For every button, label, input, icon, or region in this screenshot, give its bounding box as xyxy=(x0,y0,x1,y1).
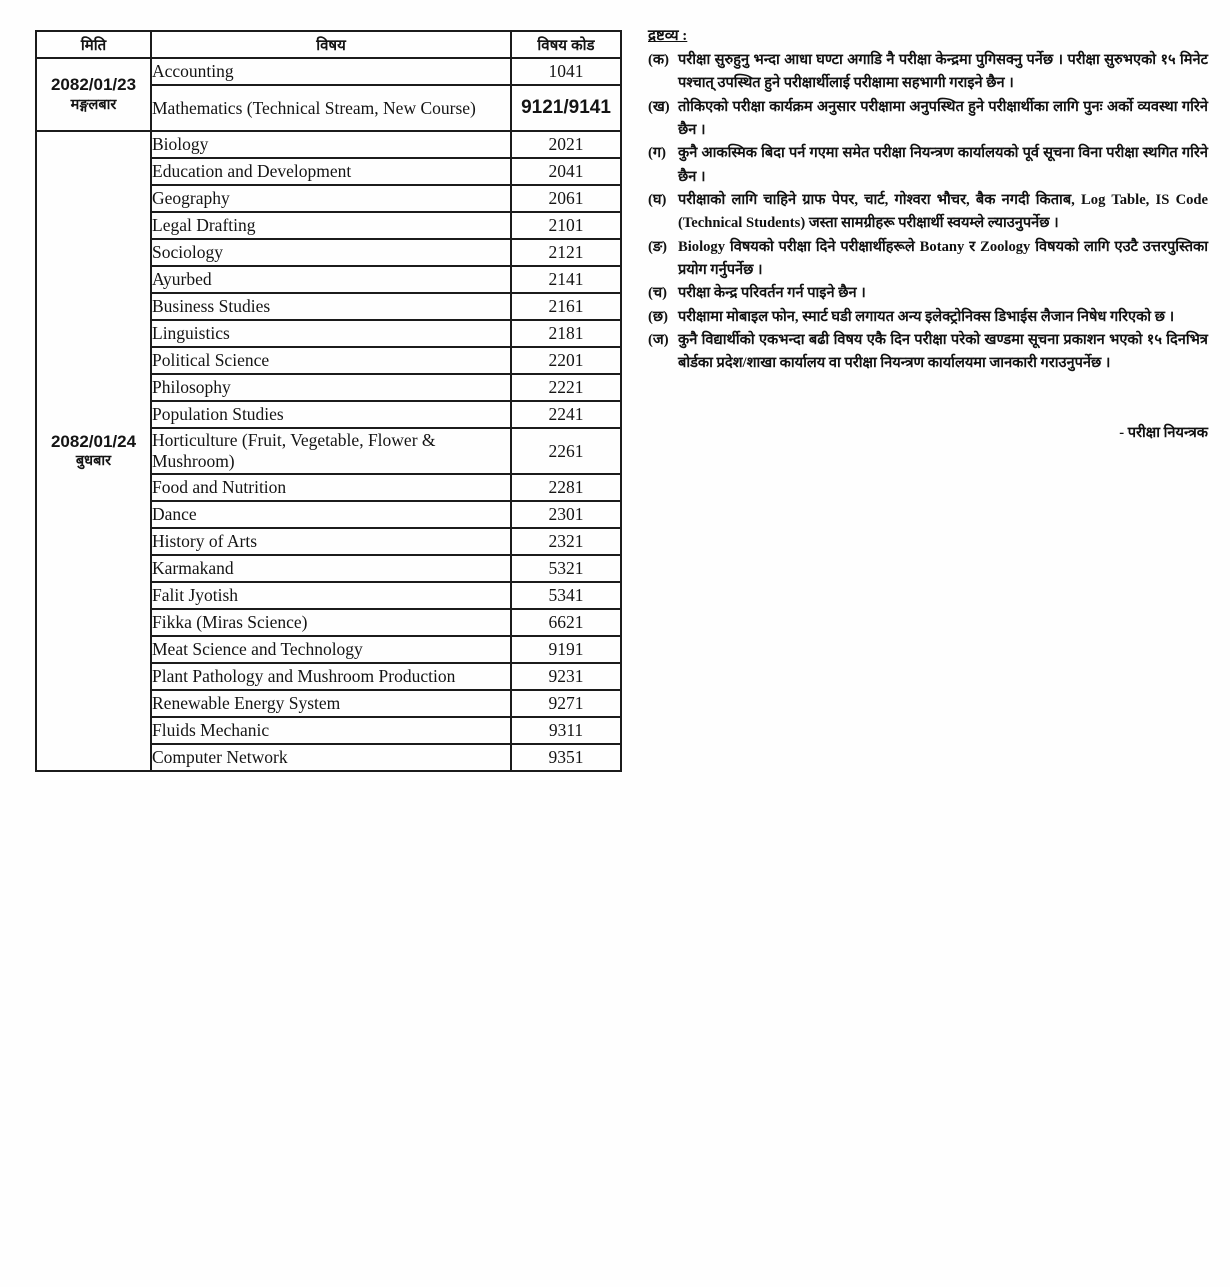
code-cell: 2181 xyxy=(511,320,621,347)
code-cell: 2321 xyxy=(511,528,621,555)
code-cell: 2121 xyxy=(511,239,621,266)
subject-cell: Philosophy xyxy=(151,374,511,401)
note-text: Biology विषयको परीक्षा दिने परीक्षार्थीहरूले Botany र Zoology विषयको लागि एउटै उत्तरपुस्तिका प्रयोग गर्नुपर्नेछ । xyxy=(678,238,1208,279)
subject-cell: Ayurbed xyxy=(151,266,511,293)
note-item xyxy=(648,236,1208,283)
header-subject: विषय xyxy=(151,31,511,58)
subject-cell: Food and Nutrition xyxy=(151,474,511,501)
table-row xyxy=(36,131,621,158)
subject-cell: Population Studies xyxy=(151,401,511,428)
date-cell xyxy=(36,58,151,131)
weekday-value: मङ्गलबार xyxy=(70,96,117,113)
note-item xyxy=(648,282,1208,305)
code-cell: 2201 xyxy=(511,347,621,374)
note-label: (ज) xyxy=(648,332,669,349)
code-cell: 6621 xyxy=(511,609,621,636)
note-text: परीक्षा सुरुहुनु भन्दा आधा घण्टा अगाडि नै परीक्षा केन्द्रमा पुगिसक्नु पर्नेछ । परीक्षा सुरुभएको १५ मिनेट पश्चात् उपस्थित हुने परीक्षार्थीलाई परीक्षामा सहभागी गराइने छैन । xyxy=(678,52,1208,92)
subject-cell: Education and Development xyxy=(151,158,511,185)
notes-heading: द्रष्टव्य : xyxy=(648,28,688,44)
date-value: 2082/01/23 xyxy=(50,75,137,95)
table-body xyxy=(36,58,621,771)
subject-cell: Business Studies xyxy=(151,293,511,320)
note-label: (क) xyxy=(648,52,669,68)
note-text: परीक्षामा मोबाइल फोन, स्मार्ट घडी लगायत अन्य इलेक्ट्रोनिक्स डिभाईस लैजान निषेध गरिएको छ । xyxy=(678,308,1175,325)
note-label: (घ) xyxy=(648,192,667,209)
code-cell: 2101 xyxy=(511,212,621,239)
subject-cell: Sociology xyxy=(151,239,511,266)
subject-cell: Mathematics (Technical Stream, New Course) xyxy=(151,85,511,131)
note-text: परीक्षा केन्द्र परिवर्तन गर्न पाइने छैन । xyxy=(678,285,866,302)
subject-cell: Karmakand xyxy=(151,555,511,582)
code-cell: 2061 xyxy=(511,185,621,212)
note-item xyxy=(648,189,1208,236)
header-date: मिति xyxy=(36,31,151,58)
note-item xyxy=(648,49,1208,96)
code-cell: 5341 xyxy=(511,582,621,609)
table-header xyxy=(36,31,621,58)
notes-section xyxy=(648,24,1208,445)
code-cell: 2161 xyxy=(511,293,621,320)
code-cell: 9271 xyxy=(511,690,621,717)
note-text: कुनै आकस्मिक बिदा पर्न गएमा समेत परीक्षा नियन्त्रण कार्यालयको पूर्व सूचना विना परीक्षा स्थगित गरिने छैन । xyxy=(678,145,1208,185)
subject-cell: Horticulture (Fruit, Vegetable, Flower & Mushroom) xyxy=(151,428,511,474)
code-cell: 2141 xyxy=(511,266,621,293)
note-label: (ग) xyxy=(648,145,666,162)
note-label: (छ) xyxy=(648,308,668,325)
code-cell: 9191 xyxy=(511,636,621,663)
note-item xyxy=(648,329,1208,376)
subject-cell: Fluids Mechanic xyxy=(151,717,511,744)
subject-cell: Legal Drafting xyxy=(151,212,511,239)
table-row xyxy=(36,58,621,85)
subject-cell: Dance xyxy=(151,501,511,528)
subject-cell: Renewable Energy System xyxy=(151,690,511,717)
signature-exam-controller: - परीक्षा नियन्त्रक xyxy=(1119,424,1208,441)
date-value: 2082/01/24 xyxy=(50,431,137,451)
subject-cell: Biology xyxy=(151,131,511,158)
subject-cell: History of Arts xyxy=(151,528,511,555)
subject-cell: Political Science xyxy=(151,347,511,374)
notes-list xyxy=(648,49,1208,376)
note-item xyxy=(648,306,1208,329)
weekday-value: बुधबार xyxy=(75,453,112,470)
subject-cell: Fikka (Miras Science) xyxy=(151,609,511,636)
note-item xyxy=(648,96,1208,143)
note-label: (च) xyxy=(648,285,667,302)
subject-cell: Accounting xyxy=(151,58,511,85)
header-row xyxy=(36,31,621,58)
subject-cell: Linguistics xyxy=(151,320,511,347)
subject-cell: Computer Network xyxy=(151,744,511,771)
header-subject-code: विषय कोड xyxy=(511,31,621,58)
code-cell: 9121/9141 xyxy=(511,85,621,131)
note-text: परीक्षाको लागि चाहिने ग्राफ पेपर, चार्ट, गोश्वरा भौचर, बैक नगदी किताब, Log Table, IS Code (Technical Students) जस्ता सामग्रीहरू परीक्षार्थी स्वयम्ले ल्याउनुपर्नेछ । xyxy=(678,192,1208,232)
subject-cell: Plant Pathology and Mushroom Production xyxy=(151,663,511,690)
subject-cell: Geography xyxy=(151,185,511,212)
code-cell: 2041 xyxy=(511,158,621,185)
subject-cell: Meat Science and Technology xyxy=(151,636,511,663)
code-cell: 5321 xyxy=(511,555,621,582)
code-cell: 9311 xyxy=(511,717,621,744)
code-cell: 2241 xyxy=(511,401,621,428)
note-text: तोकिएको परीक्षा कार्यक्रम अनुसार परीक्षामा अनुपस्थित हुने परीक्षार्थीका लागि पुनः अर्को व्यवस्था गरिने छैन । xyxy=(678,98,1208,139)
code-cell: 1041 xyxy=(511,58,621,85)
note-item xyxy=(648,142,1208,189)
note-text: कुनै विद्यार्थीको एकभन्दा बढी विषय एकै दिन परीक्षा परेको खण्डमा सूचना प्रकाशन भएको १५ दिनभित्र बोर्डका प्रदेश/शाखा कार्यालय वा परीक्षा नियन्त्रण कार्यालयमा जानकारी गराउनुपर्नेछ । xyxy=(678,332,1208,372)
code-cell: 2281 xyxy=(511,474,621,501)
code-cell: 9231 xyxy=(511,663,621,690)
code-cell: 2021 xyxy=(511,131,621,158)
date-cell xyxy=(36,131,151,771)
code-cell: 9351 xyxy=(511,744,621,771)
code-cell: 2261 xyxy=(511,428,621,474)
note-label: (ङ) xyxy=(648,238,668,255)
code-cell: 2301 xyxy=(511,501,621,528)
exam-schedule-table xyxy=(35,30,622,772)
subject-cell: Falit Jyotish xyxy=(151,582,511,609)
code-cell: 2221 xyxy=(511,374,621,401)
note-label: (ख) xyxy=(648,98,670,115)
